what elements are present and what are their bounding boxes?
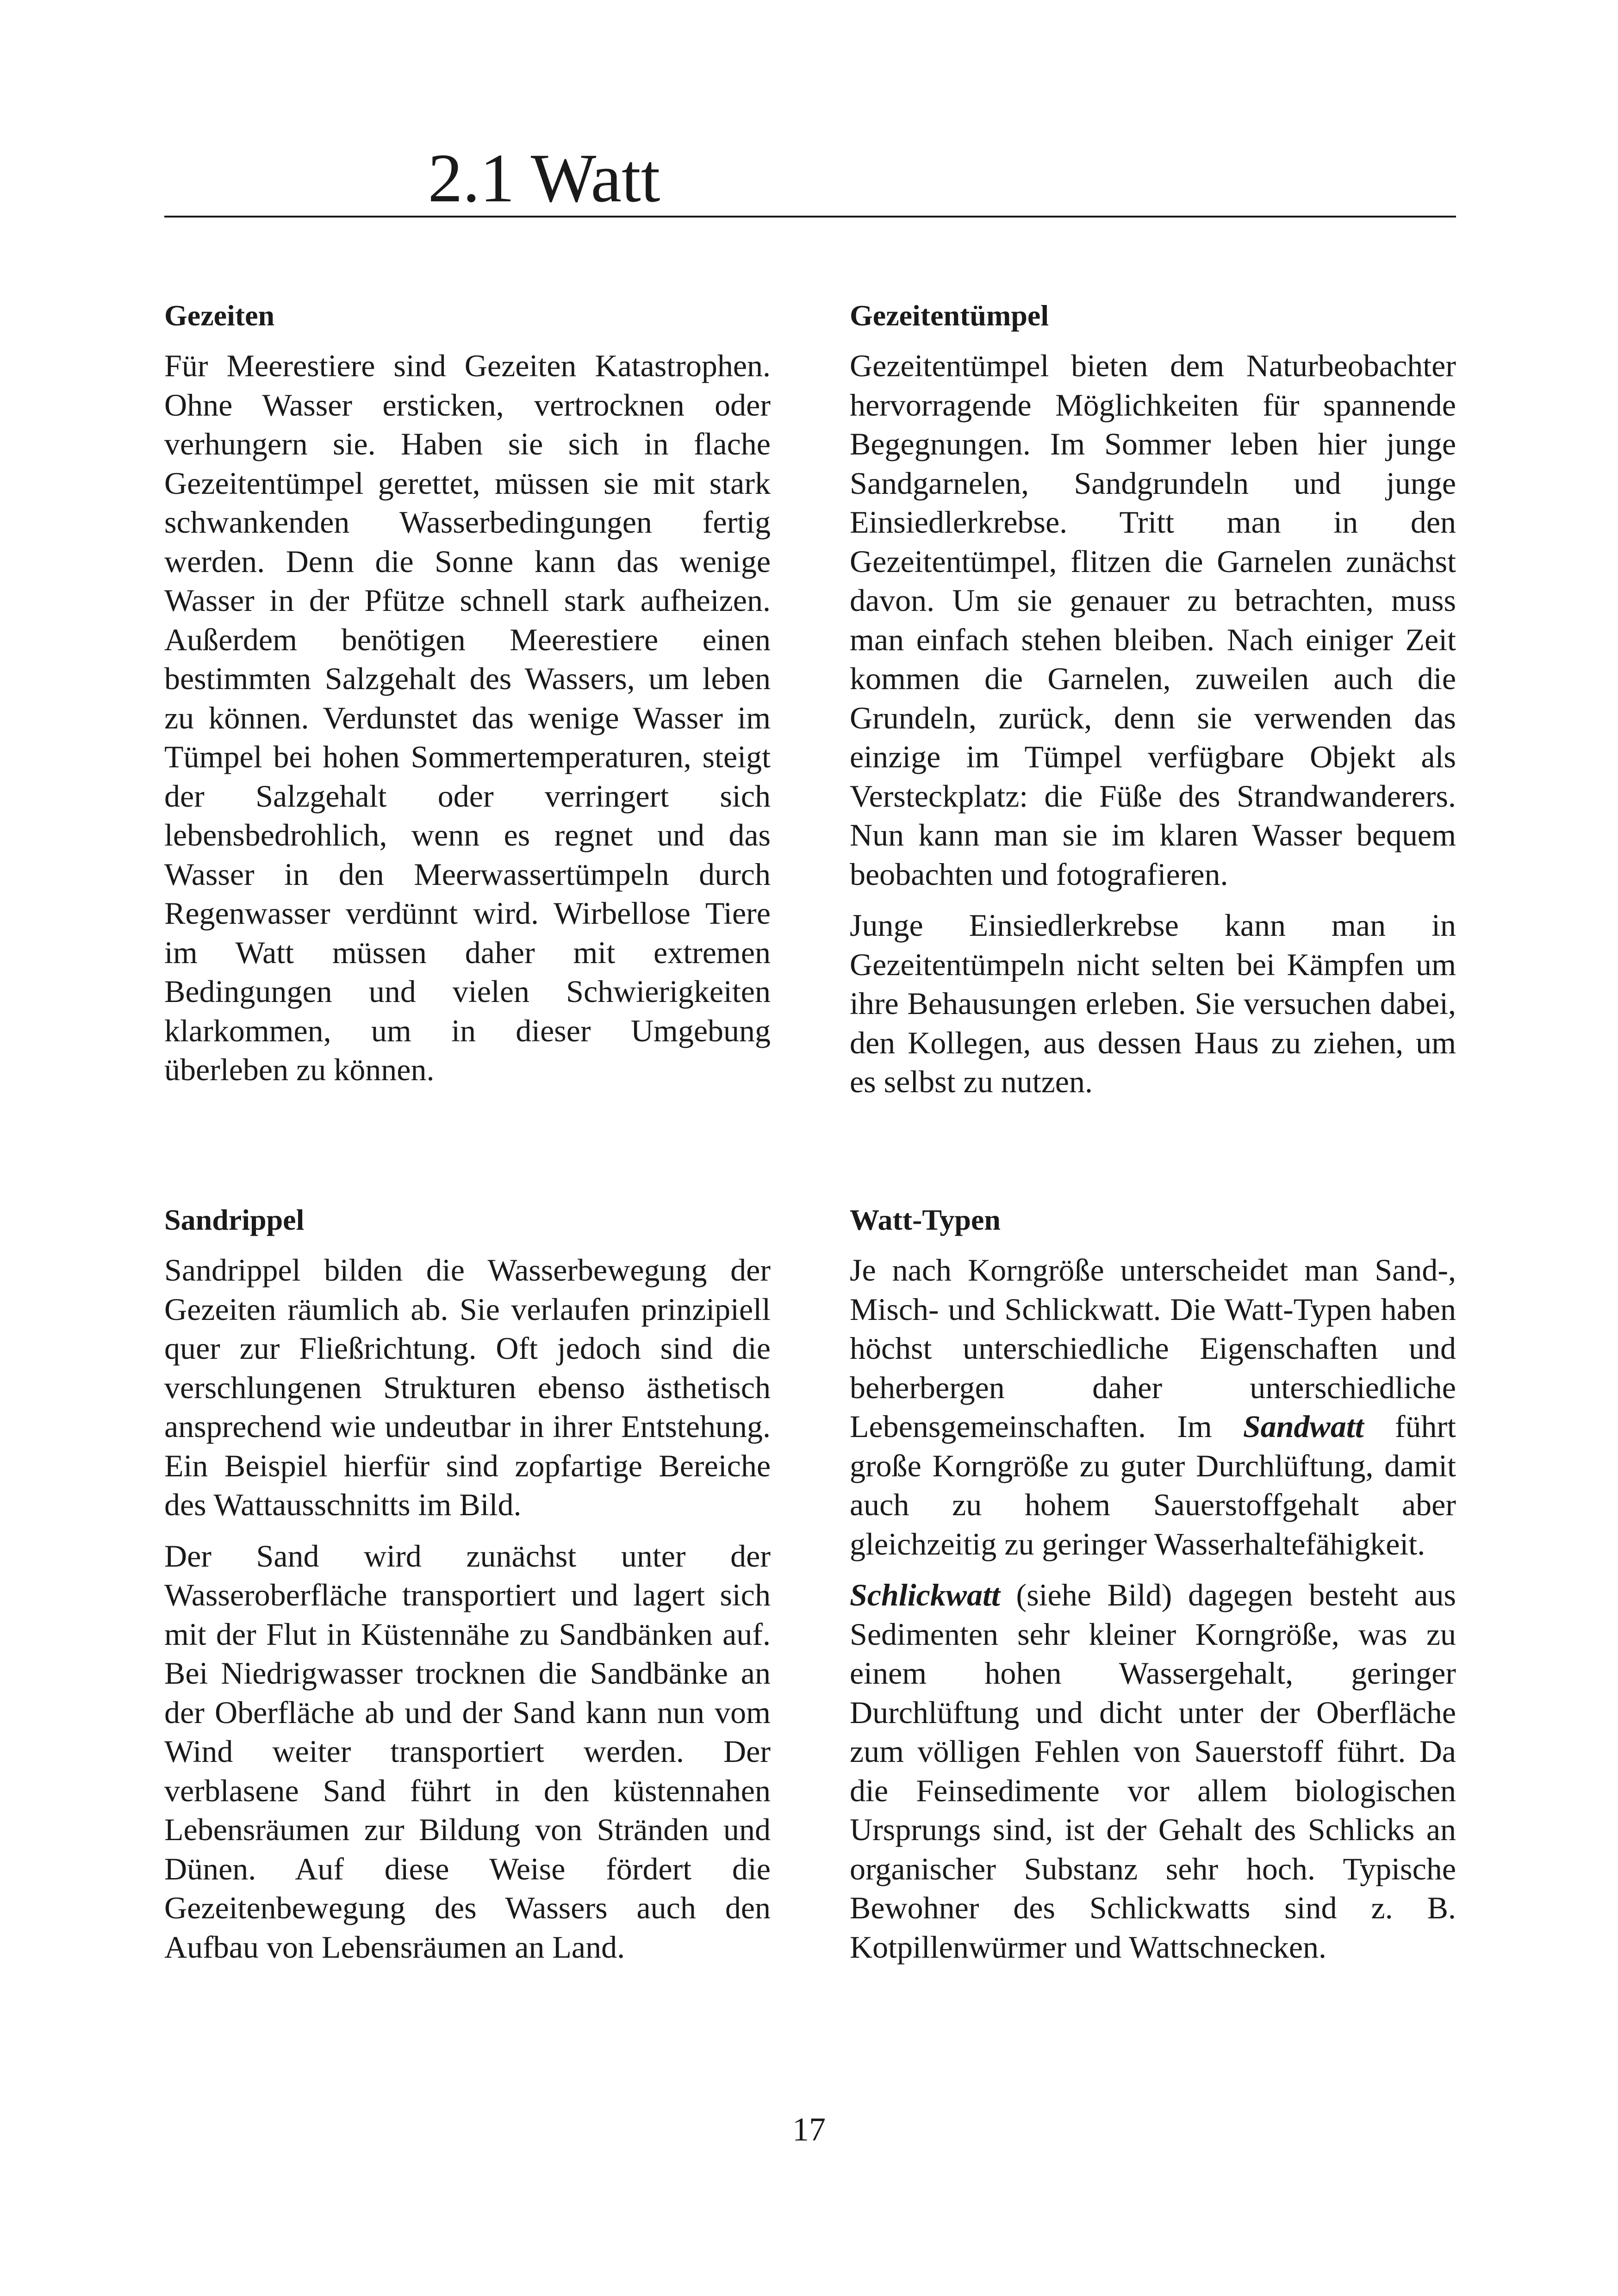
term-sandwatt: Sandwatt xyxy=(1243,1409,1364,1444)
section-heading: Watt-Typen xyxy=(850,1203,1001,1236)
paragraph: Für Meerestiere sind Gezeiten Katastrophen. Ohne Wasser ersticken, vertrocknen oder verhungern sie. Haben sie sich in flache Gezeitentümpel gerettet, müssen sie mit stark schwankenden Wasserbedingungen fertig werden. Denn die Sonne kann das wenige Wasser in der Pfütze schnell stark aufheizen. Außerdem benötigen Meerestiere einen bestimmten Salzgehalt des Wassers, um leben zu können. Verdunstet das wenige Wasser im Tümpel bei hohen Sommertemperaturen, steigt der Salzgehalt oder verringert sich lebensbedrohlich, wenn es regnet und das Wasser in den Meerwassertümpeln durch Regenwasser verdünnt wird. Wirbellose Tiere im Watt müssen daher mit extremen Bedingungen und vielen Schwierigkeiten klarkommen, um in dieser Umgebung überleben zu können. xyxy=(164,348,771,1087)
text-run: führt große Korngröße zu guter Durchlüftung, damit auch zu hohem Sauerstoffgehalt aber gleichzeitig zu geringer Wasserhaltefähigkeit. xyxy=(850,1409,1456,1562)
page-title: 2.1 Watt xyxy=(428,140,660,217)
text-run: Je nach Korngröße unterscheidet man Sand-, Misch- und Schlickwatt. Die Watt-Typen haben höchst unterschiedliche Eigenschaften und beherbergen daher unterschiedliche Lebensgemeinschaften. Im xyxy=(850,1252,1456,1444)
text-run: (siehe Bild) dagegen besteht aus Sedimenten sehr kleiner Korngröße, was zu einem hohen Wassergehalt, geringer Durchlüftung und dicht unter der Oberfläche zum völligen Fehlen von Sauerstoff führt. Da die Feinsedimente vor allem biologischen Ursprungs sind, ist der Gehalt des Schlicks an organischer Substanz sehr hoch. Typische Bewohner des Schlickwatts sind z. B. Kotpillenwürmer und Wattschnecken. xyxy=(850,1577,1456,1965)
page-number: 17 xyxy=(792,2111,826,2148)
section-heading: Gezeitentümpel xyxy=(850,299,1049,332)
term-schlickwatt: Schlickwatt xyxy=(850,1577,1000,1612)
section-watt-typen xyxy=(850,1201,1456,1966)
paragraph: Junge Einsiedlerkrebse kann man in Gezeitentümpeln nicht selten bei Kämpfen um ihre Behausungen erleben. Sie versuchen dabei, den Kollegen, aus dessen Haus zu ziehen, um es selbst zu nutzen. xyxy=(850,908,1456,1099)
paragraph xyxy=(850,1251,1456,1563)
section-heading: Gezeiten xyxy=(164,299,275,332)
paragraph: Sandrippel bilden die Wasserbewegung der Gezeiten räumlich ab. Sie verlaufen prinzipiell quer zur Fließrichtung. Oft jedoch sind die verschlungenen Strukturen ebenso ästhetisch ansprechend wie undeutbar in ihrer Entstehung. Ein Beispiel hierfür sind zopfartige Bereiche des Wattausschnitts im Bild. xyxy=(164,1252,771,1522)
paragraph xyxy=(850,1575,1456,1966)
paragraph: Gezeitentümpel bieten dem Naturbeobachter hervorragende Möglichkeiten für spannende Begegnungen. Im Sommer leben hier junge Sandgarnelen, Sandgrundeln und junge Einsiedlerkrebse. Tritt man in den Gezeitentümpel, flitzen die Garnelen zunächst davon. Um sie genauer zu betrachten, muss man einfach stehen bleiben. Nach einiger Zeit kommen die Garnelen, zuweilen auch die Grundeln, zurück, denn sie verwenden das einzige im Tümpel verfügbare Objekt als Versteckplatz: die Füße des Strandwanderers. Nun kann man sie im klaren Wasser bequem beobachten und fotografieren. xyxy=(850,348,1456,892)
section-sandrippel xyxy=(164,1201,771,1966)
section-heading: Sandrippel xyxy=(164,1203,305,1236)
section-gezeiten xyxy=(164,296,771,1089)
paragraph: Der Sand wird zunächst unter der Wasseroberfläche transportiert und lagert sich mit der Flut in Küstennähe zu Sandbänken auf. Bei Niedrigwasser trocknen die Sandbänke an der Oberfläche ab und der Sand kann nun vom Wind weiter transportiert werden. Der verblasene Sand führt in den küstennahen Lebensräumen zur Bildung von Stränden und Dünen. Auf diese Weise fördert die Gezeitenbewegung des Wassers auch den Aufbau von Lebensräumen an Land. xyxy=(164,1538,771,1965)
section-gezeitentuempel xyxy=(850,296,1456,1101)
title-rule xyxy=(164,216,1456,218)
